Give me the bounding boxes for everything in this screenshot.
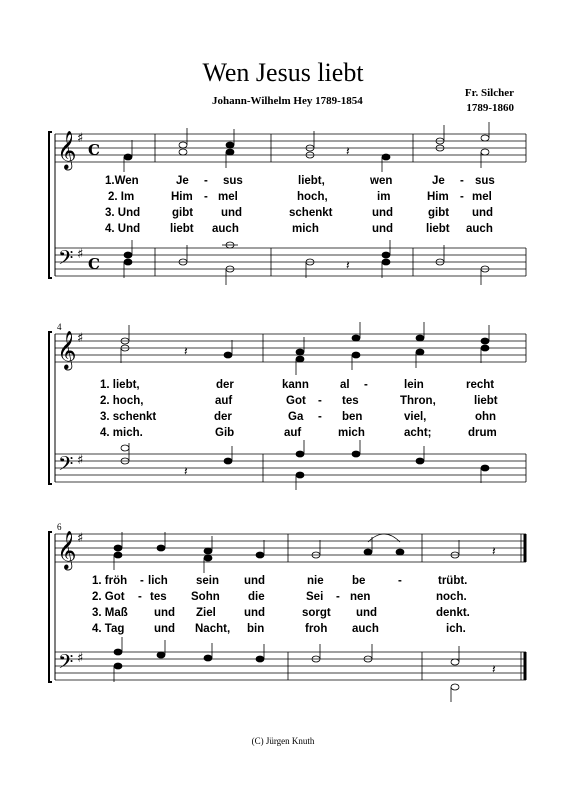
lyric: und <box>372 207 394 219</box>
lyric: Nacht, <box>195 623 231 635</box>
lyric: - <box>318 411 322 423</box>
lyric: kann <box>282 379 309 391</box>
lyric: liebt, <box>298 175 325 187</box>
lyric: lein <box>404 379 424 391</box>
lyric: - <box>140 575 144 587</box>
lyric: - <box>460 175 464 187</box>
lyric: schenkt <box>289 207 333 219</box>
lyric: sus <box>475 175 495 187</box>
svg-text:𝄽: 𝄽 <box>346 144 350 158</box>
measure-number: 4 <box>57 322 62 332</box>
lyric: nen <box>350 591 371 603</box>
svg-text:𝄽: 𝄽 <box>492 544 496 558</box>
lyric: froh <box>305 623 328 635</box>
lyric: Sohn <box>191 591 220 603</box>
treble-clef-icon: 𝄞 <box>57 530 77 569</box>
lyric: und <box>472 207 494 219</box>
lyric: - <box>138 591 142 603</box>
lyric: ben <box>342 411 363 423</box>
lyric: bin <box>247 623 265 635</box>
lyric: 2. Got <box>92 591 125 603</box>
lyric: und <box>154 623 176 635</box>
lyric: gibt <box>172 207 194 219</box>
page-title: Wen Jesus liebt <box>202 58 364 87</box>
lyric: ohn <box>475 411 497 423</box>
lyric: be <box>352 575 366 587</box>
lyric: trübt. <box>438 575 468 587</box>
lyric: - <box>398 575 402 587</box>
measure-number: 6 <box>57 522 62 532</box>
lyric: - <box>318 395 322 407</box>
lyric: auch <box>466 223 493 235</box>
lyric: al <box>340 379 350 391</box>
lyric: mich <box>292 223 319 235</box>
lyric: drum <box>468 427 497 439</box>
lyric: 3. Maß <box>92 607 128 619</box>
lyric: lich <box>148 575 168 587</box>
lyric: 1. liebt, <box>100 379 140 391</box>
system-1 <box>49 122 526 285</box>
bass-clef-icon: 𝄢 <box>58 246 74 274</box>
lyric: auf <box>284 427 302 439</box>
lyric: liebt <box>426 223 450 235</box>
lyric: Him <box>427 191 449 203</box>
lyric: hoch, <box>297 191 328 203</box>
lyric: Thron, <box>400 395 436 407</box>
lyric: und <box>356 607 378 619</box>
lyric: Him <box>171 191 193 203</box>
lyric: 2. Im <box>108 191 135 203</box>
lyric: wen <box>370 175 393 187</box>
lyric: Got <box>286 395 306 407</box>
lyric: liebt <box>170 223 194 235</box>
lyric: Ga <box>288 411 304 423</box>
svg-text:♯: ♯ <box>77 331 84 346</box>
svg-text:C: C <box>88 141 100 159</box>
treble-clef-icon: 𝄞 <box>57 330 77 369</box>
lyric: tes <box>342 395 359 407</box>
svg-text:C: C <box>88 255 100 273</box>
lyric: der <box>216 379 234 391</box>
lyric: auf <box>215 395 233 407</box>
svg-text:♯: ♯ <box>77 453 84 468</box>
lyric: 3. Und <box>105 207 141 219</box>
lyric: - <box>204 191 208 203</box>
lyric: sorgt <box>302 607 331 619</box>
composer-years: 1789-1860 <box>466 102 514 114</box>
lyric: sus <box>223 175 243 187</box>
lyric: Gib <box>215 427 235 439</box>
lyric: acht; <box>404 427 432 439</box>
clefs <box>57 530 496 678</box>
lyric: Je <box>432 175 445 187</box>
lyric: sein <box>196 575 220 587</box>
lyric: 2. hoch, <box>100 395 144 407</box>
lyric: nie <box>307 575 324 587</box>
svg-text:♯: ♯ <box>77 247 84 262</box>
lyric: - <box>204 175 208 187</box>
lyric: und <box>221 207 243 219</box>
lyric: - <box>364 379 368 391</box>
lyric: und <box>244 575 266 587</box>
bass-clef-icon: 𝄢 <box>58 452 74 480</box>
poet-credit: Johann-Wilhelm Hey 1789-1854 <box>212 95 363 107</box>
lyric: 4. Tag <box>92 623 125 635</box>
lyric: recht <box>466 379 495 391</box>
composer-name: Fr. Silcher <box>464 87 514 99</box>
bass-staff <box>55 652 526 680</box>
lyric: und <box>372 223 394 235</box>
copyright-footer: (C) Jürgen Knuth <box>251 736 315 746</box>
lyric: - <box>460 191 464 203</box>
svg-text:𝄽: 𝄽 <box>492 662 496 676</box>
lyric: mel <box>472 191 492 203</box>
svg-text:♯: ♯ <box>77 651 84 666</box>
lyric: Sei <box>306 591 324 603</box>
lyric: auch <box>212 223 239 235</box>
lyric: 3. schenkt <box>100 411 157 423</box>
lyric: gibt <box>428 207 450 219</box>
svg-text:♯: ♯ <box>77 131 84 146</box>
lyric: 4. Und <box>105 223 141 235</box>
lyric: tes <box>150 591 167 603</box>
lyric: mel <box>218 191 238 203</box>
svg-text:𝄽: 𝄽 <box>184 464 188 478</box>
lyric: mich <box>338 427 365 439</box>
lyric: im <box>377 191 391 203</box>
lyric: 4. mich. <box>100 427 143 439</box>
lyric: der <box>214 411 232 423</box>
svg-text:𝄽: 𝄽 <box>346 258 350 272</box>
lyric: - <box>336 591 340 603</box>
lyric: auch <box>352 623 379 635</box>
svg-text:♯: ♯ <box>77 531 84 546</box>
treble-clef-icon: 𝄞 <box>57 130 77 169</box>
lyric: Je <box>176 175 189 187</box>
svg-text:𝄽: 𝄽 <box>184 344 188 358</box>
lyric: noch. <box>436 591 467 603</box>
lyric: die <box>248 591 265 603</box>
lyric: viel, <box>404 411 427 423</box>
notes <box>124 122 489 285</box>
bass-clef-icon: 𝄢 <box>58 650 74 678</box>
lyric: ich. <box>446 623 466 635</box>
lyric: und <box>154 607 176 619</box>
lyric: und <box>244 607 266 619</box>
lyric: 1. fröh <box>92 575 128 587</box>
lyric: liebt <box>474 395 498 407</box>
lyric: Ziel <box>196 607 216 619</box>
lyric: 1.Wen <box>105 175 139 187</box>
lyric: denkt. <box>436 607 470 619</box>
